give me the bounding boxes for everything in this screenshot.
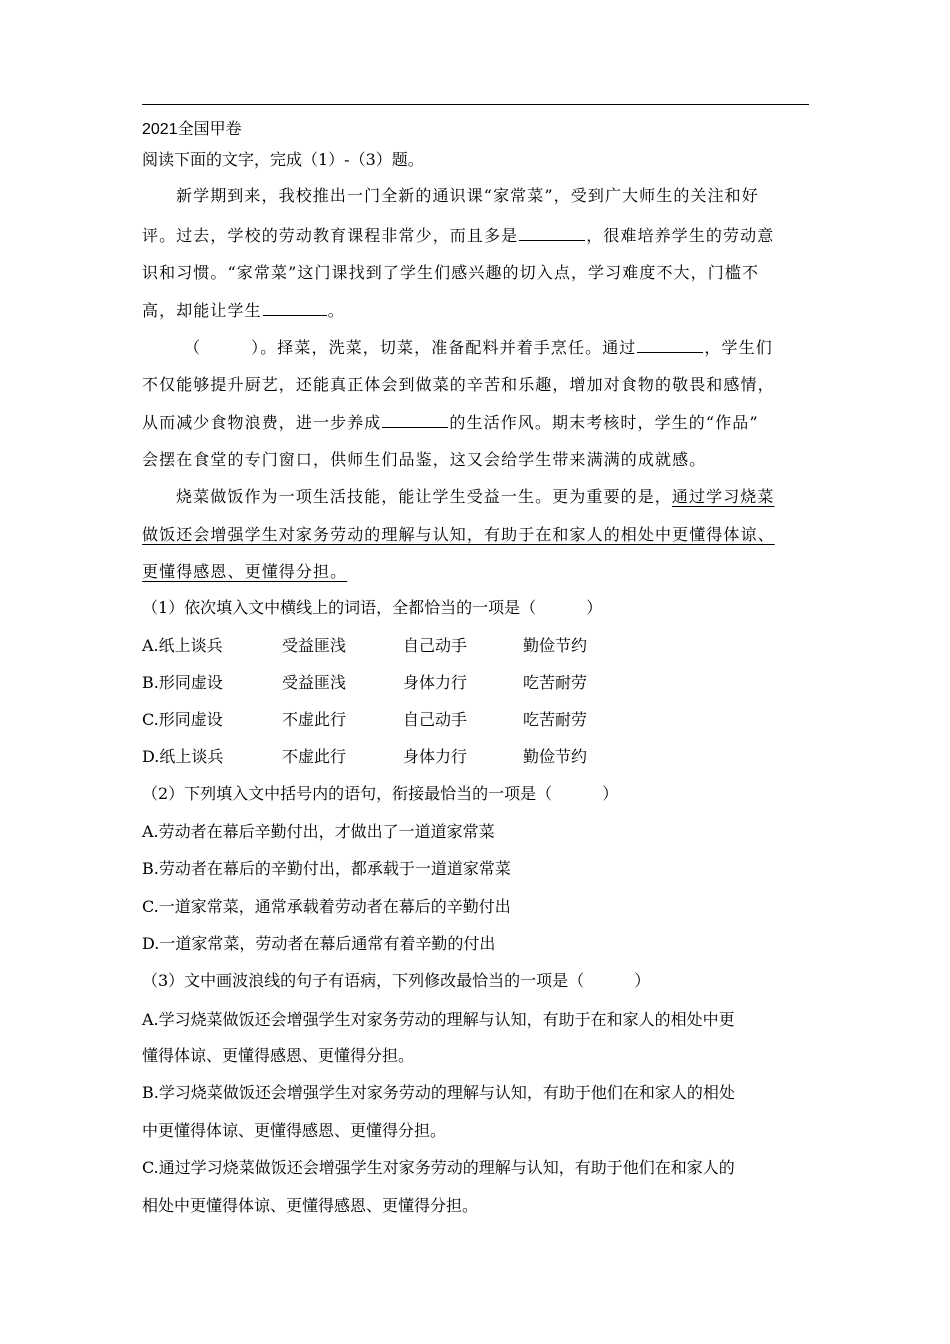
fill-blank-1 [519,225,585,241]
bracket-open: （ [184,338,202,357]
question-2-option-b: B.劳动者在幕后的辛勤付出，都承载于一道道家常菜 [142,859,511,878]
passage-line: （ ）。择菜，洗菜，切菜，准备配料并着手烹任。通过 ，学生们 [184,338,773,357]
question-2-option-c: C.一道家常菜，通常承载着劳动者在幕后的辛勤付出 [142,897,511,916]
question-3-option-a: A.学习烧菜做饭还会增强学生对家务劳动的理解与认知，有助于在和家人的相处中更 [142,1010,735,1029]
question-3-option-a-cont: 懂得体谅、更懂得感恩、更懂得分担。 [142,1046,415,1065]
passage-line: 不仅能够提升厨艺，还能真正体会到做菜的辛苦和乐趣，增加对食物的敬畏和感情， [142,375,775,394]
passage-line: 评。过去，学校的劳动教育课程非常少，而且多是 ，很难培养学生的劳动意 [142,226,775,245]
passage-line: 新学期到来，我校推出一门全新的通识课“家常菜”，受到广大师生的关注和好 [176,186,759,205]
question-2-stem: （2）下列填入文中括号内的语句，衔接最恰当的一项是（ ） [142,784,619,803]
fill-blank-3 [637,337,703,353]
question-3-stem: （3）文中画波浪线的句子有语病，下列修改最恰当的一项是（ ） [142,971,651,990]
wavy-underlined-sentence: 通过学习烧菜 [671,487,775,506]
passage-line: 高，却能让学生 。 [142,301,345,320]
passage-line: 烧菜做饭作为一项生活技能，能让学生受益一生。更为重要的是，通过学习烧菜 [176,487,775,506]
header-rule [142,104,809,105]
passage-line: 会摆在食堂的专门窗口，供师生们品鉴，这又会给学生带来满满的成就感。 [142,450,707,469]
passage-line: 识和习惯。“家常菜”这门课找到了学生们感兴趣的切入点，学习难度不大，门槛不 [142,263,760,282]
passage-line: 从而减少食物浪费，进一步养成 的生活作风。期末考核时，学生的“作品” [142,413,759,432]
wavy-underlined-sentence: 更懂得感恩、更懂得分担。 [142,562,348,581]
question-2-option-d: D.一道家常菜，劳动者在幕后通常有着辛勤的付出 [142,934,496,953]
question-1-option-c: C.形同虚设 不虚此行 自己动手 吃苦耐劳 [142,710,588,729]
question-1-option-d: D.纸上谈兵 不虚此行 身体力行 勤俭节约 [142,747,588,766]
wavy-underlined-sentence: 做饭还会增强学生对家务劳动的理解与认知，有助于在和家人的相处中更懂得体谅、 [142,525,775,544]
question-3-option-b: B.学习烧菜做饭还会增强学生对家务劳动的理解与认知，有助于他们在和家人的相处 [142,1083,735,1102]
instruction-text: 阅读下面的文字，完成（1）-（3）题。 [142,150,424,169]
question-1-stem: （1）依次填入文中横线上的词语，全都恰当的一项是（ ） [142,598,603,617]
question-3-option-c: C.通过学习烧菜做饭还会增强学生对家务劳动的理解与认知，有助于他们在和家人的 [142,1158,735,1177]
fill-blank-4 [382,412,448,428]
question-2-option-a: A.劳动者在幕后辛勤付出，才做出了一道道家常菜 [142,822,495,841]
question-1-option-a: A.纸上谈兵 受益匪浅 自己动手 勤俭节约 [142,636,588,655]
question-1-option-b: B.形同虚设 受益匪浅 身体力行 吃苦耐劳 [142,673,588,692]
question-3-option-c-cont: 相处中更懂得体谅、更懂得感恩、更懂得分担。 [142,1196,479,1215]
fill-blank-2 [263,300,327,316]
question-3-option-b-cont: 中更懂得体谅、更懂得感恩、更懂得分担。 [142,1121,447,1140]
exam-year-label: 2021全国甲卷 [142,121,242,138]
